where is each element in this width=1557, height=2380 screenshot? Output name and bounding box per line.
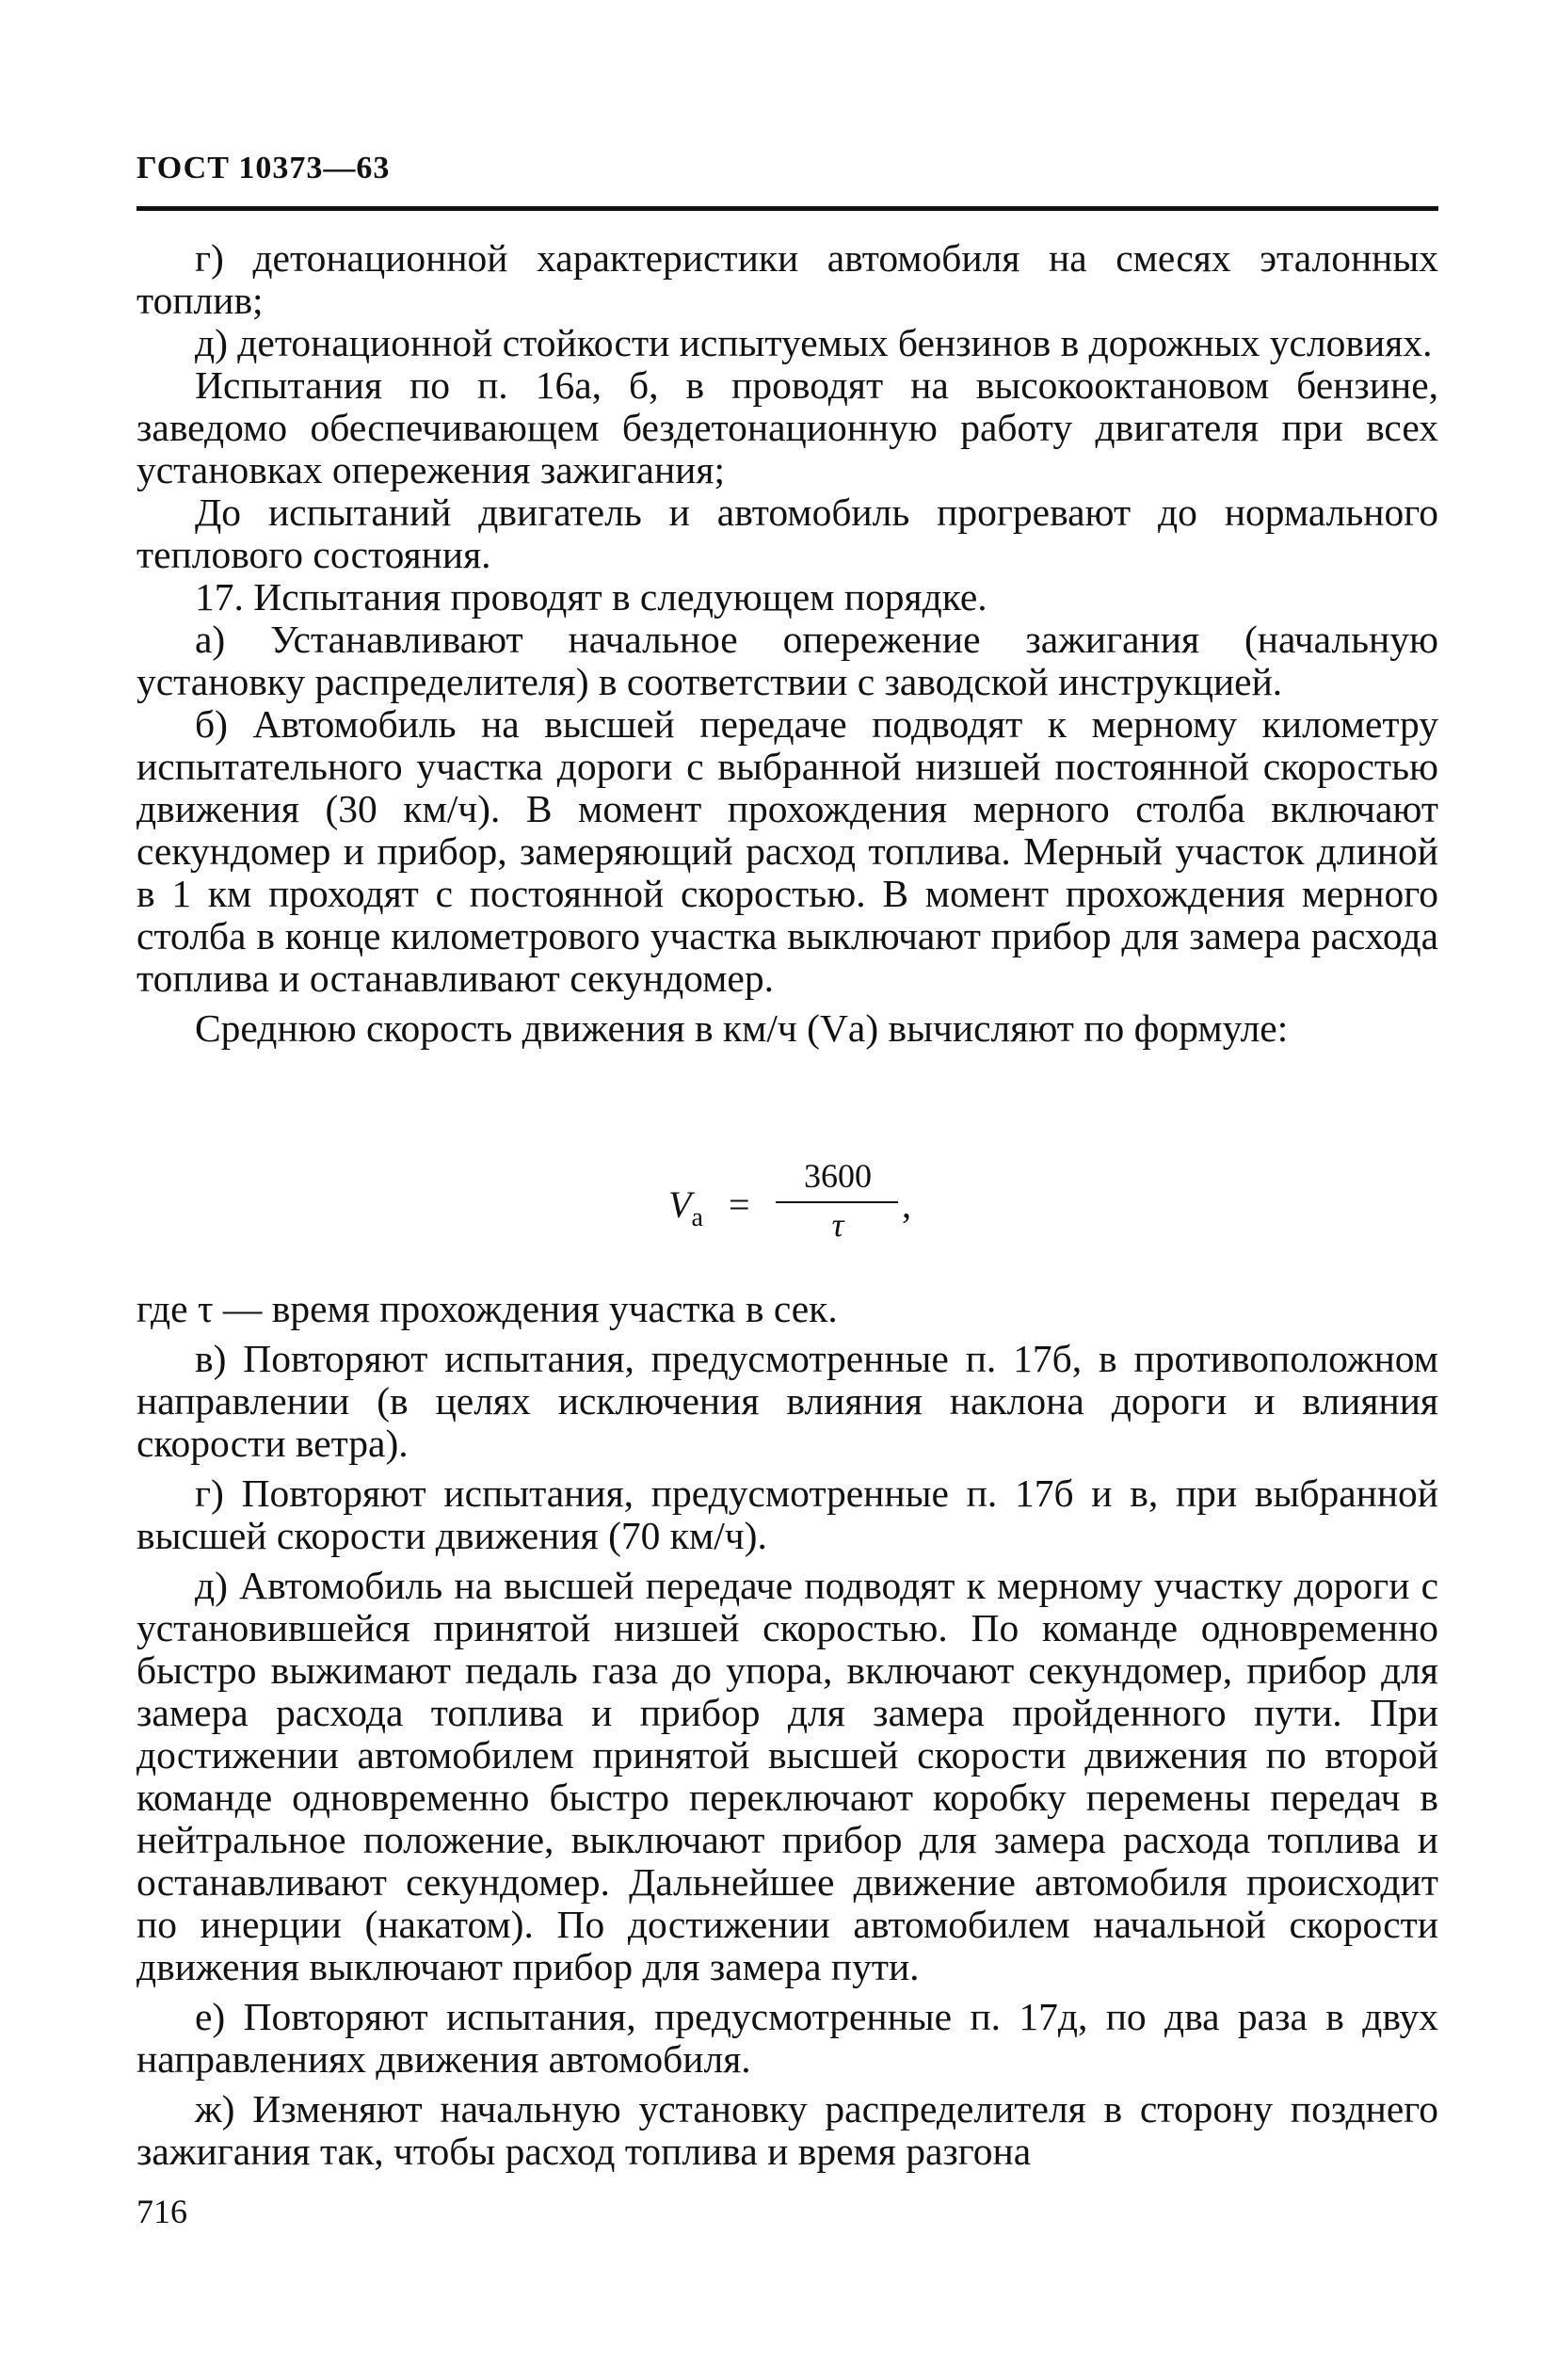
formula-fraction-bar xyxy=(776,1201,898,1203)
header-rule xyxy=(136,206,1438,211)
paragraph: б) Автомобиль на высшей передаче подводят к мерному километру испытательного участка дороги с выбранной низшей постоянной скоростью движения (30 км/ч). В момент прохождения мерного столба включают секундомер и прибор, замеряющий расход топлива. Мерный участок длиной в 1 км проходят с постоянной скоростью. В момент прохождения мерного столба в конце километрового участка выключают прибор для замера расхода топлива и останавливают секундомер. xyxy=(136,702,1438,1000)
paragraph: в) Повторяют испытания, предусмотренные п. 17б, в противоположном направлении (в целях исключения влияния наклона дороги и влияния скорости ветра). xyxy=(136,1337,1438,1465)
paragraph: е) Повторяют испытания, предусмотренные п. 17д, по два раза в двух направлениях движения автомобиля. xyxy=(136,1995,1438,2081)
paragraph: ж) Изменяют начальную установку распределителя в сторону позднего зажигания так, чтобы расход топлива и время разгона xyxy=(136,2087,1438,2173)
body-text-bottom xyxy=(136,1288,1438,2173)
formula-comma: , xyxy=(902,1183,911,1226)
paragraph: Испытания по п. 16а, б, в проводят на высокооктановом бензине, заведомо обеспечивающем бездетонационную работу двигателя при всех установках опережения зажигания; xyxy=(136,363,1438,491)
paragraph: г) детонационной характеристики автомобиля на смесях эталонных топлив; xyxy=(136,236,1438,322)
speed-formula xyxy=(650,1156,988,1260)
formula-numerator: 3600 xyxy=(804,1157,872,1195)
paragraph: где τ — время прохождения участка в сек. xyxy=(136,1287,838,1330)
paragraph: д) детонационной стойкости испытуемых бензинов в дорожных условиях. xyxy=(195,321,1433,364)
paragraph: Среднюю скорость движения в км/ч (Vа) вычисляют по формуле: xyxy=(195,1006,1289,1050)
document-header: ГОСТ 10373—63 xyxy=(136,151,391,185)
paragraph: 17. Испытания проводят в следующем порядке. xyxy=(195,575,987,619)
formula-lhs: $V_а$ xyxy=(668,1183,703,1232)
paragraph: До испытаний двигатель и автомобиль прогревают до нормального теплового состояния. xyxy=(136,490,1438,576)
body-text-top xyxy=(136,237,1438,1050)
paragraph: а) Устанавливают начальное опережение зажигания (начальную установку распределителя) в соответствии с заводской инструкцией. xyxy=(136,618,1438,703)
formula-lhs-subscript: а xyxy=(691,1203,703,1232)
paragraph: г) Повторяют испытания, предусмотренные п. 17б и в, при выбранной высшей скорости движения (70 км/ч). xyxy=(136,1471,1438,1557)
formula-equals: = xyxy=(729,1183,750,1226)
formula-denominator: τ xyxy=(831,1206,844,1244)
page-number: 716 xyxy=(136,2193,187,2230)
paragraph: д) Автомобиль на высшей передаче подводят к мерному участку дороги с установившейся принятой низшей скоростью. По команде одновременно быстро выжимают педаль газа до упора, включают секундомер, прибор для замера расхода топлива и прибор для замера пройденного пути. При достижении автомобилем принятой высшей скорости движения по второй команде одновременно быстро переключают коробку перемены передач в нейтральное положение, выключают прибор для замера расхода топлива и останавливают секундомер. Дальнейшее движение автомобиля происходит по инерции (накатом). По достижении автомобилем начальной скорости движения выключают прибор для замера пути. xyxy=(136,1564,1438,1988)
